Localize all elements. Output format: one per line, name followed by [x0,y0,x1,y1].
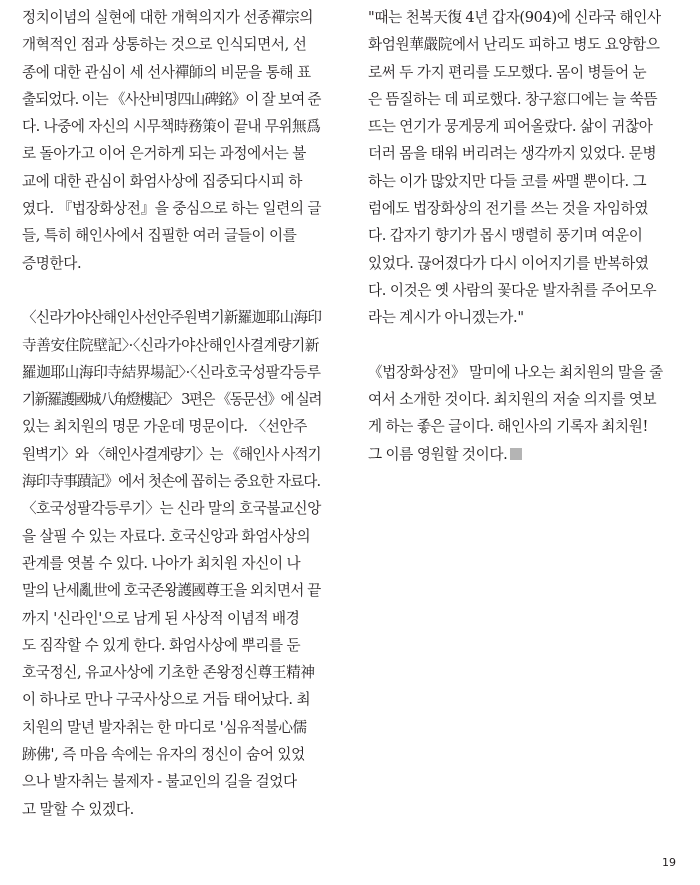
right-paragraph-2 [368,359,673,468]
text-line: 말의 난세亂世에 호국존왕護國尊王을 외치면서 끝 [22,582,321,600]
text-line: 기新羅護國城八角燈樓記〉 3편은 《동문선》에 실려 [22,391,321,409]
right-paragraph-quote [368,4,673,332]
text-line: 跡佛', 즉 마음 속에는 유자의 정신이 숨어 있었 [22,746,305,764]
text-line: 럼에도 법장화상의 전기를 쓰는 것을 자임하였 [368,200,649,218]
text-line: 개혁적인 점과 상통하는 것으로 인식되면서, 선 [22,36,307,54]
text-line: 은 뜸질하는 데 피로했다. 창구窓口에는 늘 쑥뜸 [368,90,658,108]
text-line: 게 하는 좋은 글이다. 해인사의 기록자 최치원! [368,418,648,436]
text-line: 고 말할 수 있겠다. [22,800,134,818]
text-line: 들, 특히 해인사에서 집필한 여러 글들이 이를 [22,227,297,245]
text-line: 출되었다. 이는 《사산비명四山碑銘》이 잘 보여 준 [22,90,321,108]
paragraph-gap [368,332,673,359]
text-line: 여서 소개한 것이다. 최치원의 저술 의지를 엿보 [368,391,657,409]
text-line: 있는 최치원의 명문 가운데 명문이다. 〈선안주 [22,418,307,436]
text-line: 이 하나로 만나 구국사상으로 거듭 태어났다. 최 [22,691,311,709]
left-paragraph-1 [22,4,322,277]
text-line: "때는 천복天復 4년 갑자(904)에 신라국 해인사 [368,9,661,26]
paragraph-gap [22,277,322,304]
text-line: 으나 발자취는 불제자 - 불교인의 길을 걸었다 [22,773,297,791]
text-line: 치원의 말년 발자취는 한 마디로 '심유적불心儒 [22,718,307,736]
text-line: 하는 이가 많았지만 다들 코를 싸맬 뿐이다. 그 [368,172,647,190]
text-line: 원벽기〉와 〈해인사결계량기〉는 《해인사 사적기 [22,445,321,463]
text-line: 을 살필 수 있는 자료다. 호국신앙과 화엄사상의 [22,527,311,545]
text-line: 화엄원華嚴院에서 난리도 피하고 병도 요양함으 [368,36,660,54]
text-span: 그 이름 영원할 것이다. [368,445,508,463]
text-line: 까지 '신라인'으로 남게 된 사상적 이념적 배경 [22,609,300,627]
text-line: 다. 나중에 자신의 시무책時務策이 끝내 무위無爲 [22,118,321,136]
text-line: 정치이념의 실현에 대한 개혁의지가 선종禪宗의 [22,9,314,26]
text-line: 교에 대한 관심이 화엄사상에 집중되다시피 하 [22,172,303,190]
text-line: 로 돌아가고 이어 은거하게 되는 과정에서는 불 [22,145,306,163]
text-line: 더러 몸을 태워 버리려는 생각까지 있었다. 문병 [368,145,657,163]
text-line-last [368,441,673,468]
text-line: 寺善安住院壁記〉·〈신라가야산해인사결계량기新 [22,336,320,354]
text-line: 있었다. 끊어졌다가 다시 이어지기를 반복하였 [368,254,649,272]
text-line: 관계를 엿볼 수 있다. 나아가 최치원 자신이 나 [22,554,301,572]
text-line: 〈호국성팔각등루기〉는 신라 말의 호국불교신앙 [22,500,321,518]
text-line: 《법장화상전》 말미에 나오는 최치원의 말을 줄 [368,363,663,381]
left-column [22,4,322,823]
right-column [368,4,673,468]
text-line: 라는 계시가 아니겠는가." [368,309,524,327]
end-of-article-mark [510,448,522,460]
text-line: 〈신라가야산해인사선안주원벽기新羅迦耶山海印 [22,309,322,327]
page-number: 19 [662,856,676,869]
text-line: 도 짐작할 수 있게 한다. 화엄사상에 뿌리를 둔 [22,636,301,654]
text-line: 海印寺事蹟記》에서 첫손에 꼽히는 중요한 자료다. [22,473,321,491]
text-line: 호국정신, 유교사상에 기초한 존왕정신尊王精神 [22,664,315,682]
left-paragraph-2 [22,304,322,823]
text-line: 증명한다. [22,254,82,272]
text-line: 다. 이것은 옛 사람의 꽃다운 발자취를 주어모우 [368,281,657,299]
text-line: 羅迦耶山海印寺結界場記〉·〈신라호국성팔각등루 [22,363,321,381]
text-line: 다. 갑자기 향기가 몹시 맹렬히 풍기며 여운이 [368,227,643,245]
text-line: 로써 두 가지 편리를 도모했다. 몸이 병들어 눈 [368,63,647,81]
text-line: 뜨는 연기가 뭉게뭉게 피어올랐다. 삶이 귀찮아 [368,118,653,136]
text-line: 종에 대한 관심이 세 선사禪師의 비문을 통해 표 [22,63,311,81]
text-line: 였다. 『법장화상전』을 중심으로 하는 일련의 글 [22,200,322,218]
